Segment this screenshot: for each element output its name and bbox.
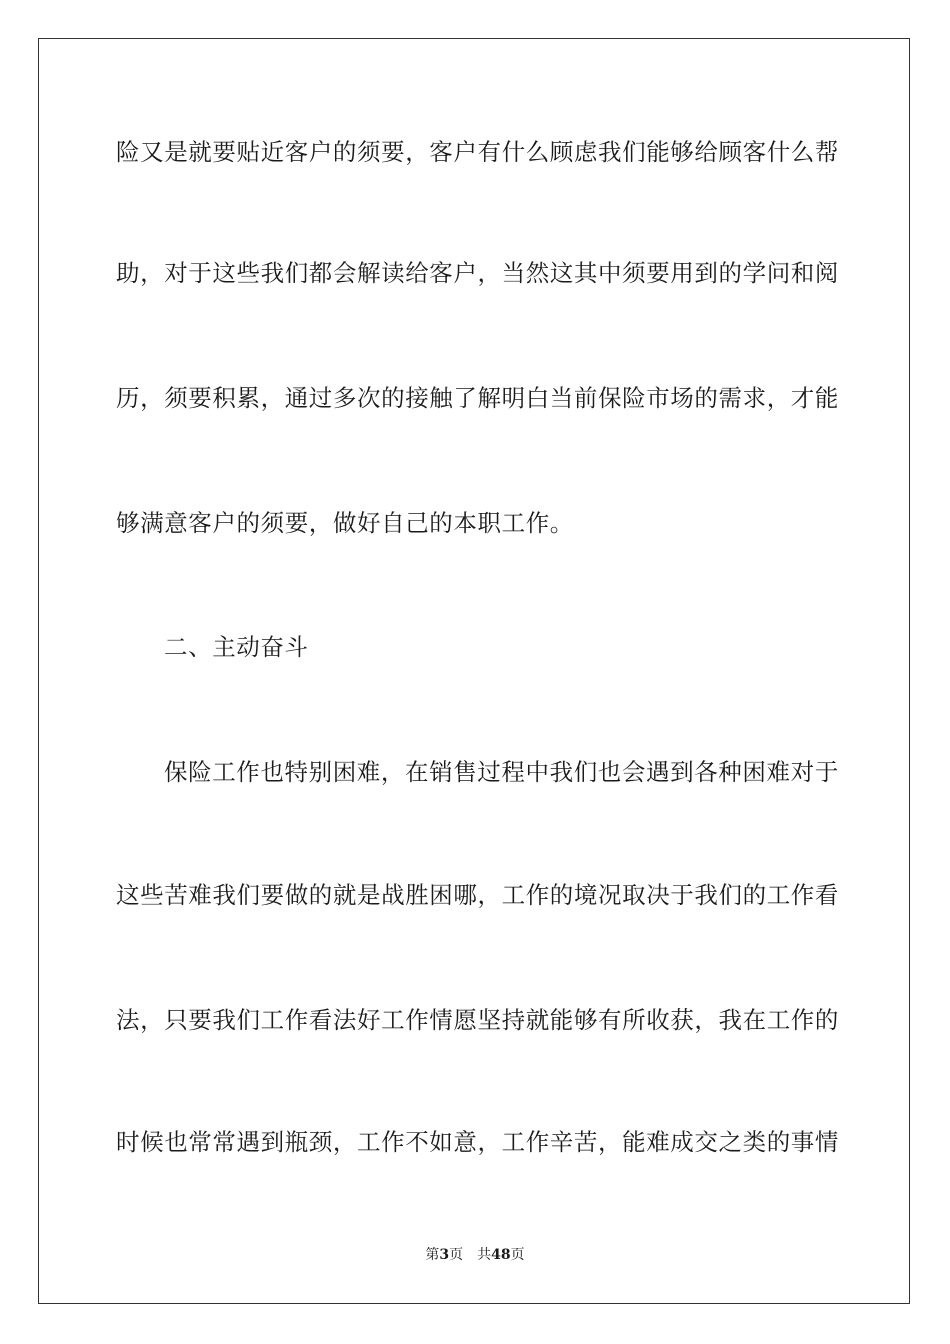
paragraph-line: 够满意客户的须要，做好自己的本职工作。 — [116, 509, 574, 537]
paragraph-line: 险又是就要贴近客户的须要，客户有什么顾虑我们能够给顾客什么帮 — [116, 138, 839, 166]
footer-suffix: 页 — [510, 1247, 525, 1263]
paragraph-line: 法，只要我们工作看法好工作情愿坚持就能够有所收获，我在工作的 — [116, 1006, 839, 1034]
section-heading: 二、主动奋斗 — [164, 633, 309, 661]
page-border — [38, 38, 910, 1304]
footer-middle: 页 共 — [449, 1247, 492, 1263]
paragraph-line: 保险工作也特别困难，在销售过程中我们也会遇到各种困难对于 — [164, 758, 839, 786]
current-page-number: 3 — [439, 1247, 450, 1263]
paragraph-line: 这些苦难我们要做的就是战胜困哪，工作的境况取决于我们的工作看 — [116, 881, 839, 909]
total-page-number: 48 — [491, 1247, 511, 1263]
paragraph-line: 助，对于这些我们都会解读给客户，当然这其中须要用到的学问和阅 — [116, 259, 839, 287]
paragraph-line: 历，须要积累，通过多次的接触了解明白当前保险市场的需求，才能 — [116, 384, 839, 412]
page-footer — [0, 1246, 950, 1264]
footer-prefix: 第 — [425, 1247, 440, 1263]
paragraph-line: 时候也常常遇到瓶颈，工作不如意，工作辛苦，能难成交之类的事情 — [116, 1128, 839, 1156]
